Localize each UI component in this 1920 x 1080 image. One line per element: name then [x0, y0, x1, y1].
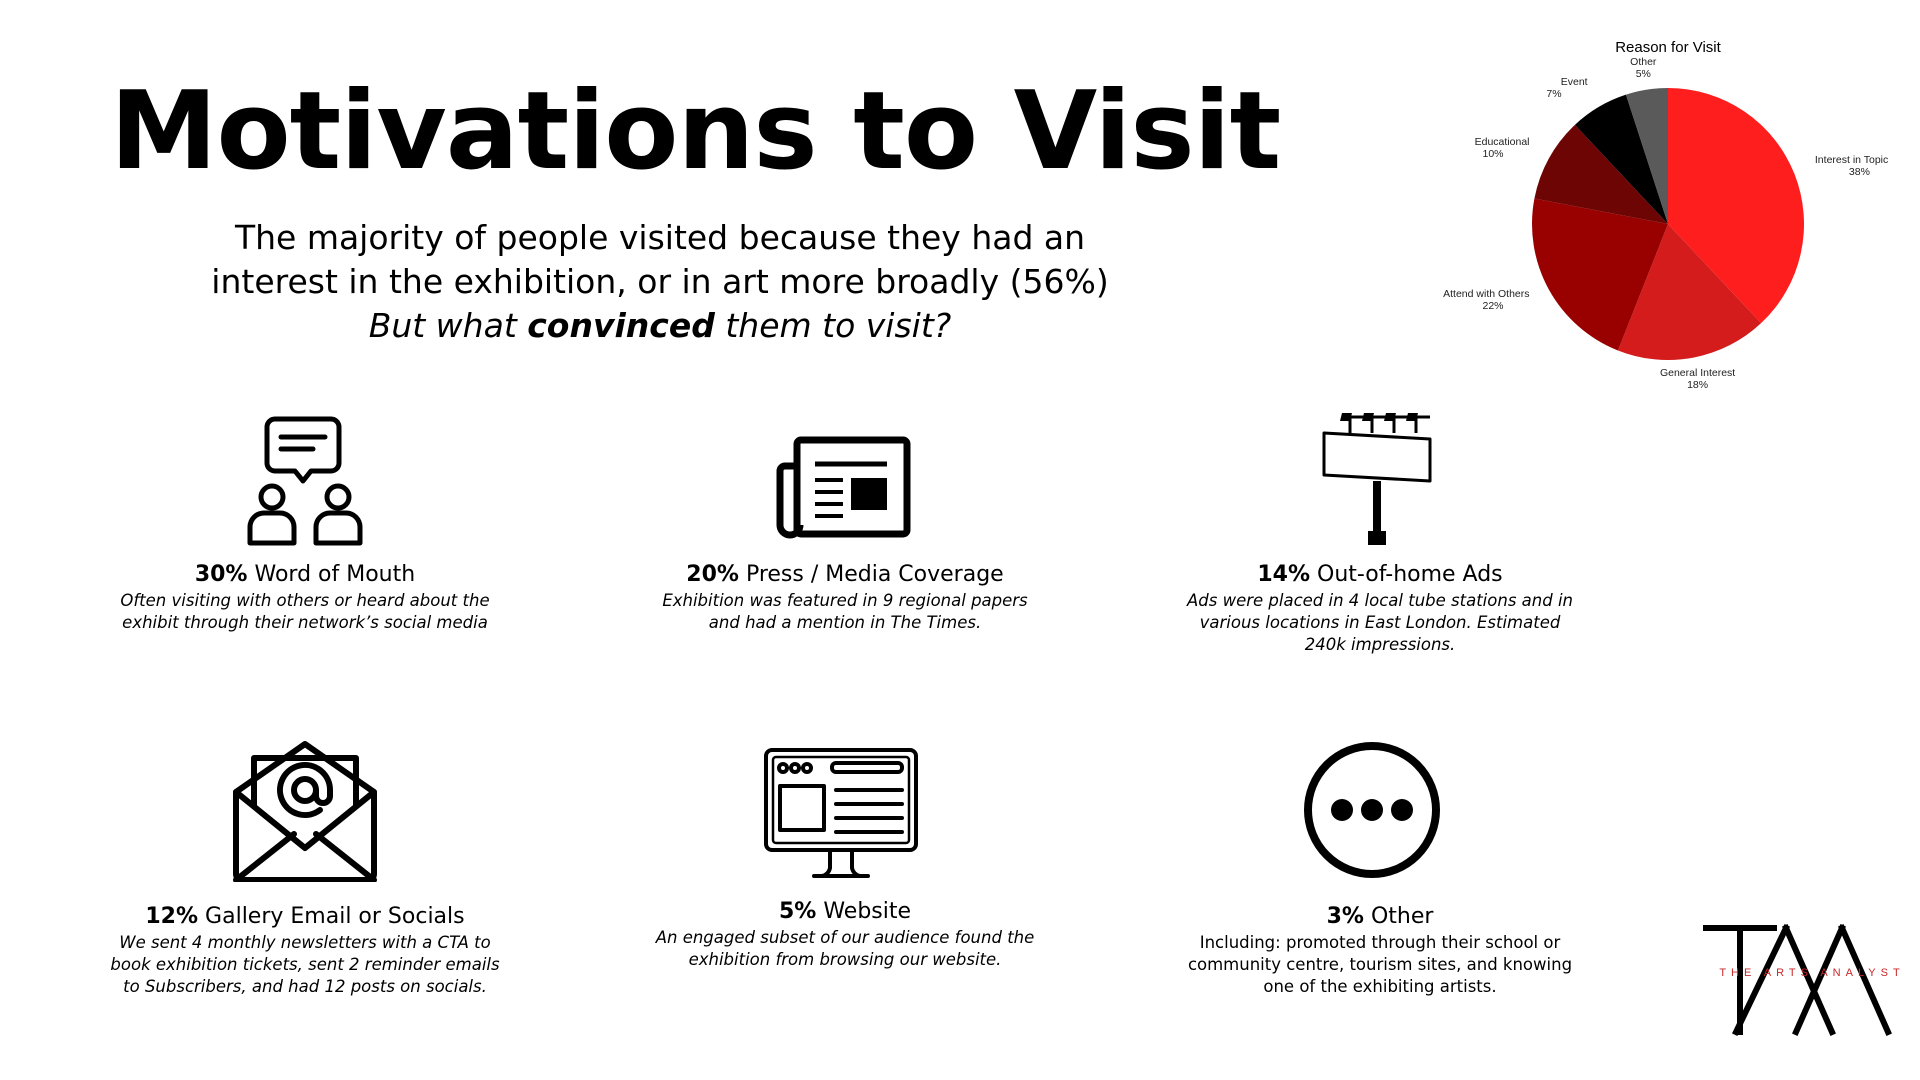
stat-label: Word of Mouth	[254, 562, 416, 587]
stat-website	[620, 897, 1070, 971]
stat-heading	[90, 902, 520, 932]
stat-email-socials	[90, 902, 520, 998]
question-emphasis: convinced	[527, 306, 715, 345]
stat-label: Website	[823, 899, 912, 924]
stat-press-media	[620, 560, 1070, 634]
intro-text	[190, 216, 1130, 348]
stat-label: Other	[1370, 904, 1434, 929]
stat-heading	[1150, 902, 1610, 932]
stat-label: Gallery Email or Socials	[205, 904, 465, 929]
people-chat-icon	[245, 415, 370, 547]
stat-percent: 20%	[686, 562, 739, 587]
question-post: them to visit?	[714, 306, 952, 345]
stat-heading	[1150, 560, 1610, 590]
intro-line-1: The majority of people visited because they had an	[234, 218, 1086, 257]
stat-description: Exhibition was featured in 9 regional papers and had a mention in The Times.	[662, 591, 1028, 632]
stat-description: Often visiting with others or heard about the exhibit through their network’s social media	[120, 591, 490, 632]
question-pre: But what	[368, 306, 528, 345]
pie-label: Event 7%	[1546, 76, 1588, 100]
pie-chart-svg	[1420, 28, 1920, 398]
intro-line-2: interest in the exhibition, or in art more broadly (56%)	[211, 262, 1109, 301]
pie-label: Interest in Topic 38%	[1814, 153, 1889, 178]
page-title: Motivations to Visit	[110, 69, 1281, 194]
pie-label: Educational 10%	[1474, 135, 1530, 160]
stat-heading	[90, 560, 520, 590]
pie-chart	[1420, 28, 1920, 398]
website-icon	[762, 746, 920, 882]
pie-label: Attend with Others 22%	[1443, 288, 1530, 313]
stat-description: An engaged subset of our audience found the exhibition from browsing our website.	[655, 928, 1035, 969]
stat-other	[1150, 902, 1610, 998]
stat-label: Out-of-home Ads	[1317, 562, 1503, 587]
stat-percent: 12%	[145, 904, 199, 929]
email-icon	[232, 740, 378, 882]
stat-description: We sent 4 monthly newsletters with a CTA to book exhibition tickets, sent 2 reminder emails to Subscribers, and had 12 posts on socials.	[110, 933, 500, 996]
billboard-icon	[1320, 405, 1436, 547]
stat-percent: 3%	[1326, 904, 1364, 929]
newspaper-icon	[775, 436, 913, 540]
more-icon	[1302, 740, 1442, 880]
pie-label: Other 5%	[1630, 55, 1657, 80]
pie-label: General Interest 18%	[1659, 367, 1736, 392]
stat-label: Press / Media Coverage	[745, 562, 1004, 587]
pie-chart-title: Reason for Visit	[1615, 39, 1721, 56]
stat-out-of-home	[1150, 560, 1610, 656]
stat-word-of-mouth	[90, 560, 520, 634]
arts-analyst-logo	[1700, 920, 1920, 1040]
stat-description: Ads were placed in 4 local tube stations and in various locations in East London. Estimated 240k impressions.	[1186, 591, 1573, 654]
stat-heading	[620, 897, 1070, 927]
intro-question	[190, 304, 1130, 348]
stat-percent: 5%	[778, 899, 817, 924]
stat-heading	[620, 560, 1070, 590]
stat-percent: 14%	[1257, 562, 1311, 587]
stat-description: Including: promoted through their school or community centre, tourism sites, and knowing one of the exhibiting artists.	[1187, 933, 1573, 996]
svg-text:THE ARTS ANALYST: THE ARTS ANALYST	[1719, 967, 1905, 979]
stat-percent: 30%	[194, 562, 248, 587]
